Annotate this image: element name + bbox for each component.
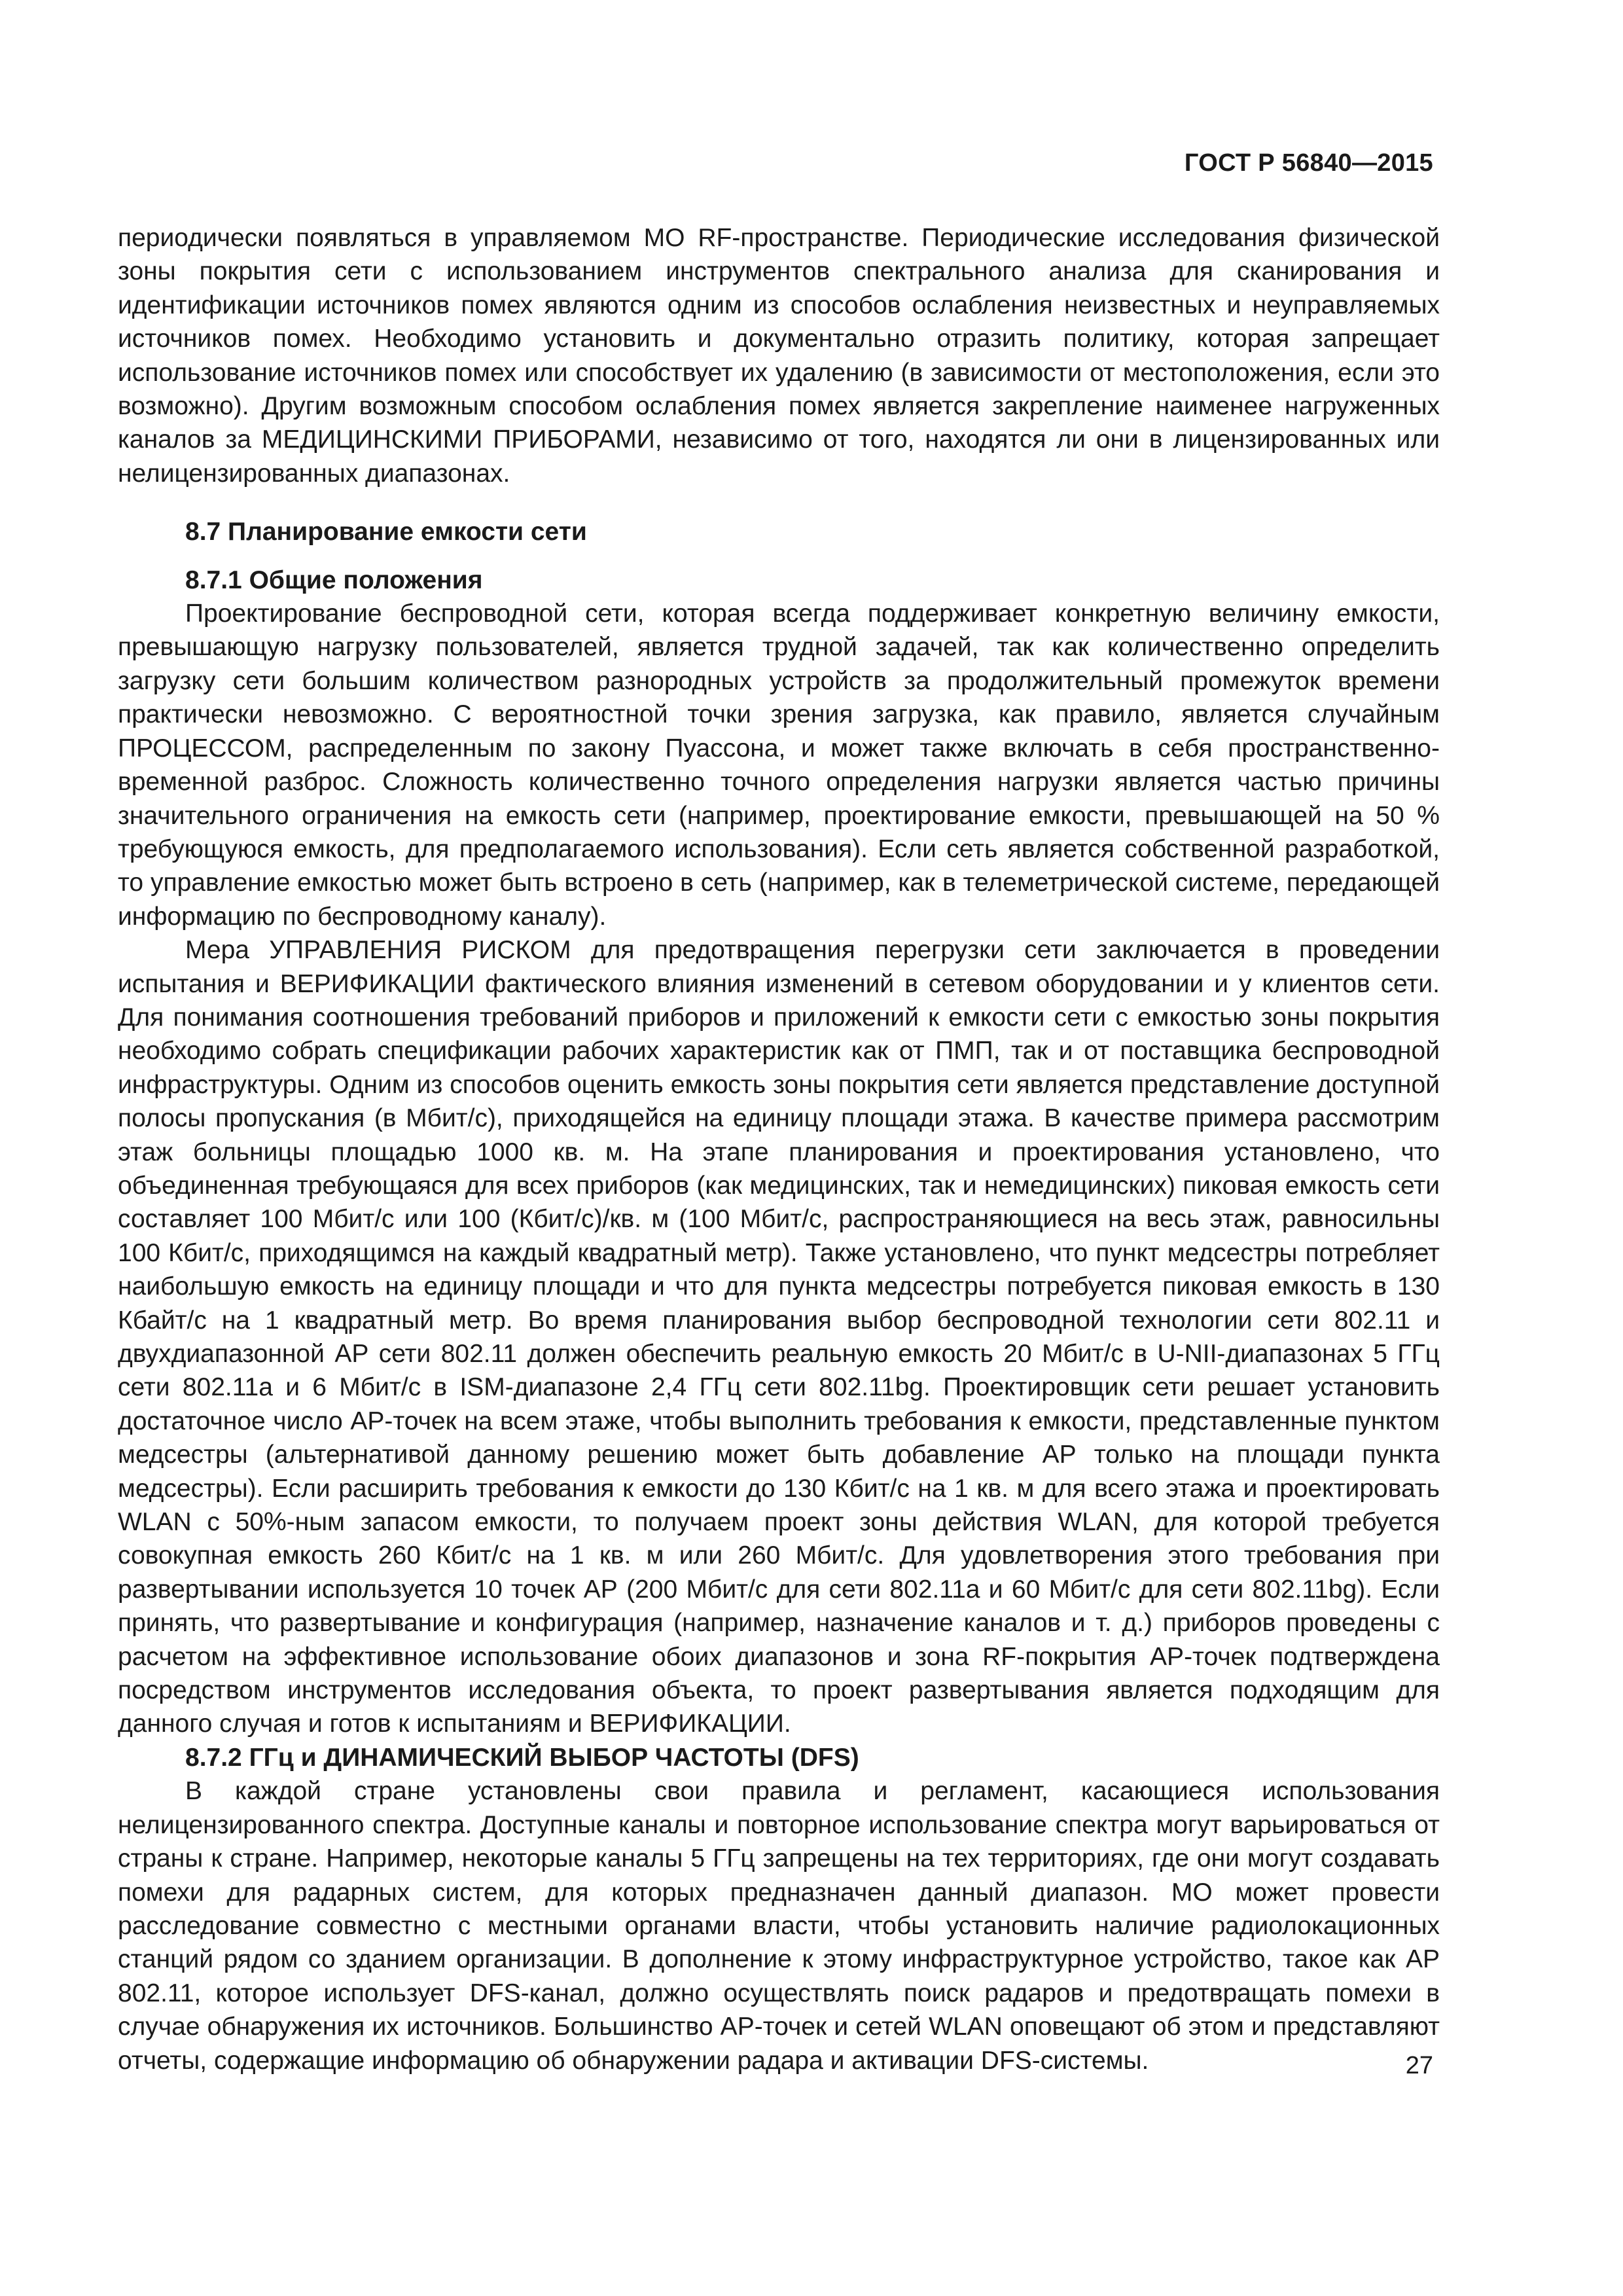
document-code: ГОСТ Р 56840—2015 <box>1184 149 1433 177</box>
section-heading-8-7: 8.7 Планирование емкости сети <box>185 518 587 547</box>
page-number: 27 <box>1405 2052 1433 2079</box>
paragraph-8-7-1-b: Мера УПРАВЛЕНИЯ РИСКОМ для предотвращения перегрузки сети заключается в проведении испытания и ВЕРИФИКАЦИИ фактического влияния изменений в сетевом оборудовании и у клиентов сети. Для понимания соотношения требований приборов и приложений к емкости сети с емкостью зоны покрытия необходимо собрать спецификации рабочих характеристик как от ПМП, так и от поставщика беспроводной инфраструктуры. Одним из способов оценить емкость зоны покрытия сети является представление доступной полосы пропускания (в Мбит/с), приходящейся на единицу площади этажа. В качестве примера рассмотрим этаж больницы площадью 1000 кв. м. На этапе планирования и проектирования установлено, что объединенная требующаяся для всех приборов (как медицинских, так и немедицинских) пиковая емкость сети составляет 100 Мбит/с или 100 (Кбит/с)/кв. м (100 Мбит/с, распространяющиеся на весь этаж, равносильны 100 Кбит/с, приходящимся на каждый квадратный метр). Также установлено, что пункт медсестры потребляет наибольшую емкость на единицу площади и что для пункта медсестры потребуется пиковая емкость в 130 Кбайт/с на 1 квадратный метр. Во время планирования выбор беспроводной технологии сети 802.11 и двухдиапазонной АР сети 802.11 должен обеспечить реальную емкость 20 Мбит/с в U-NII-диапазонах 5 ГГц сети 802.11a и 6 Мбит/с в ISM-диапазоне 2,4 ГГц сети 802.11bg. Проектировщик сети решает установить достаточное число АР-точек на всем этаже, чтобы выполнить требования к емкости, представленные пунктом медсестры (альтернативой данному решению может быть добавление АР только на площади пункта медсестры). Если расширить требования к емкости до 130 Кбит/с на 1 кв. м для всего этажа и проектировать WLAN с 50%-ным запасом емкости, то получаем проект зоны действия WLAN, для которой требуется совокупная емкость 260 Кбит/с на 1 кв. м или 260 Мбит/с. Для удовлетворения этого требования при развертывании используется 10 точек АР (200 Мбит/с для сети 802.11a и 60 Мбит/с для сети 802.11bg). Если принять, что развертывание и конфигурация (например, назначение каналов и т. д.) приборов проведены с расчетом на эффективное использование обоих диапазонов и зона RF-покрытия АР-точек подтверждена посредством инструментов исследования объекта, то проект развертывания является подходящим для данного случая и готов к испытаниям и ВЕРИФИКАЦИИ. <box>118 936 1440 1738</box>
paragraph-8-7-1-a: Проектирование беспроводной сети, которая всегда поддерживает конкретную величину емкости, превышающую нагрузку пользователей, является трудной задачей, так как количественно определить загрузку сети большим количеством разнородных устройств за продолжительный промежуток времени практически невозможно. С вероятностной точки зрения загрузка, как правило, является случайным ПРОЦЕССОМ, распределенным по закону Пуассона, и может также включать в себя пространственно-временной разброс. Сложность количественно точного определения нагрузки является частью причины значительного ограничения на емкость сети (например, проектирование емкости, превышающей на 50 % требующуюся емкость, для предполагаемого использования). Если сеть является собственной разработкой, то управление емкостью может быть встроено в сеть (например, как в телеметрической системе, передающей информацию по беспроводному каналу). <box>118 600 1440 931</box>
paragraph-8-7-2: В каждой стране установлены свои правила и регламент, касающиеся использования нелицензированного спектра. Доступные каналы и повторное использование спектра могут варьироваться от страны к стране. Например, некоторые каналы 5 ГГц запрещены на тех территориях, где они могут создавать помехи для радарных систем, для которых предназначен данный диапазон. МО может провести расследование совместно с местными органами власти, чтобы установить наличие радиолокационных станций рядом со зданием организации. В дополнение к этому инфраструктурное устройство, такое как АР 802.11, которое использует DFS-канал, должно осуществлять поиск радаров и предотвращать помехи в случае обнаружения их источников. Большинство АР-точек и сетей WLAN оповещают об этом и представляют отчеты, содержащие информацию об обнаружении радара и активации DFS-системы. <box>118 1777 1440 2075</box>
page-content <box>118 221 1440 2077</box>
intro-paragraph: периодически появляться в управляемом МО RF-пространстве. Периодические исследования физической зоны покрытия сети с использованием инструментов спектрального анализа для сканирования и идентификации источников помех являются одним из способов ослабления неизвестных и неуправляемых источников помех. Необходимо установить и документально отразить политику, которая запрещает использование источников помех или способствует их удалению (в зависимости от местоположения, если это возможно). Другим возможным способом ослабления помех является закрепление наименее нагруженных каналов за МЕДИЦИНСКИМИ ПРИБОРАМИ, независимо от того, находятся ли они в лицензированных или нелицензированных диапазонах. <box>118 224 1440 488</box>
section-heading-8-7-1: 8.7.1 Общие положения <box>185 565 483 594</box>
section-heading-8-7-2: 8.7.2 ГГц и ДИНАМИЧЕСКИЙ ВЫБОР ЧАСТОТЫ (DFS) <box>185 1743 859 1772</box>
